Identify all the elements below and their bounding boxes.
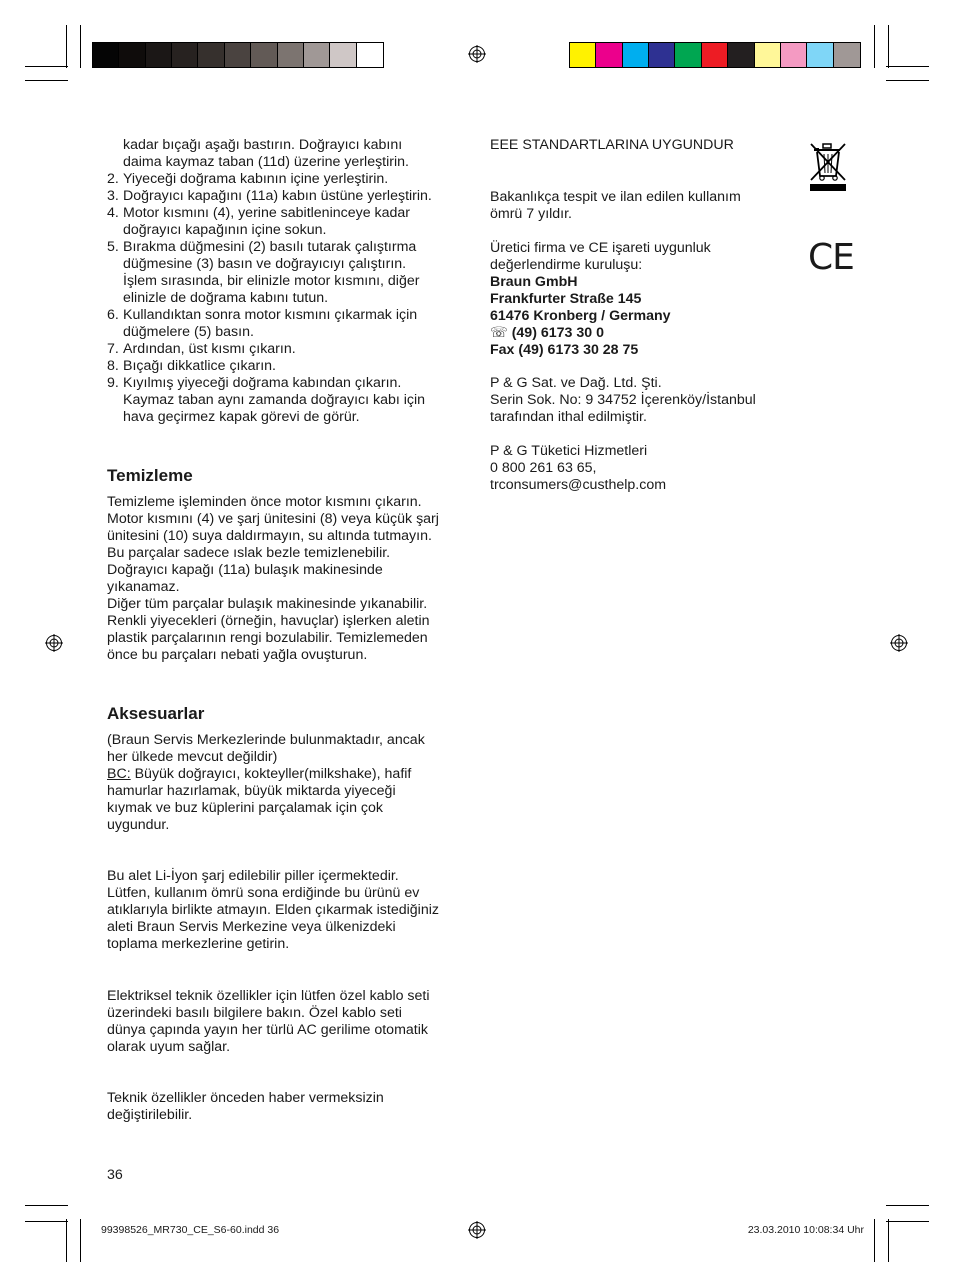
step-number: 5. bbox=[107, 239, 119, 255]
text-line: Kıyılmış yiyeceği doğrama kabından çıkarın. bbox=[123, 375, 402, 391]
step-item bbox=[107, 239, 467, 307]
text-line: değiştirilebilir. bbox=[107, 1107, 193, 1123]
step-continuation bbox=[107, 137, 467, 171]
crossed-out-bin-icon bbox=[808, 140, 848, 192]
crop-mark bbox=[886, 80, 929, 81]
crop-mark bbox=[25, 1205, 68, 1206]
crop-mark bbox=[66, 1219, 67, 1262]
step-number: 6. bbox=[107, 307, 119, 323]
text-line: Lütfen, kullanım ömrü sona erdiğinde bu ürünü ev bbox=[107, 885, 420, 901]
text-line: değerlendirme kuruluşu: bbox=[490, 257, 643, 273]
text-line: olarak uyum sağlar. bbox=[107, 1039, 231, 1055]
text-line: uygundur. bbox=[107, 817, 170, 833]
text-line: Ardından, üst kısmı çıkarın. bbox=[123, 341, 296, 357]
text-line: Büyük doğrayıcı, kokteyller(milkshake), hafif bbox=[130, 766, 412, 782]
crop-mark bbox=[874, 25, 875, 68]
color-swatch bbox=[251, 43, 277, 67]
text-line: Bıçağı dikkatlice çıkarın. bbox=[123, 358, 276, 374]
text-line: Doğrayıcı kapağını (11a) kabın üstüne yerleştirin. bbox=[123, 188, 432, 204]
text-line: atıklarıyla birlikte atmayın. Elden çıkarmak istediğiniz bbox=[107, 902, 439, 918]
step-item bbox=[107, 358, 467, 375]
page-number: 36 bbox=[107, 1167, 123, 1183]
grayscale-calibration-bar bbox=[92, 42, 384, 68]
step-item bbox=[107, 188, 467, 205]
color-swatch bbox=[198, 43, 224, 67]
color-swatch bbox=[702, 43, 728, 67]
text-line: İşlem sırasında, bir elinizle motor kısmını, diğer bbox=[123, 273, 420, 289]
step-number: 4. bbox=[107, 205, 119, 221]
telephone-icon: ☏ bbox=[490, 325, 508, 341]
crop-mark bbox=[25, 66, 68, 67]
text-line: Diğer tüm parçalar bulaşık makinesinde yıkanabilir. bbox=[107, 596, 428, 612]
step-number: 7. bbox=[107, 341, 119, 357]
text-line: Üretici firma ve CE işareti uygunluk bbox=[490, 240, 711, 256]
text-line: kadar bıçağı aşağı bastırın. Doğrayıcı kabını bbox=[123, 137, 403, 153]
crop-mark bbox=[80, 25, 81, 68]
step-item bbox=[107, 205, 467, 239]
color-swatch bbox=[596, 43, 622, 67]
phone-line bbox=[490, 325, 810, 342]
ce-mark-icon bbox=[808, 237, 854, 278]
text-line: düğmesine (3) basın ve doğrayıcıyı çalıştırın. bbox=[123, 256, 407, 272]
color-swatch bbox=[304, 43, 330, 67]
step-number: 2. bbox=[107, 171, 119, 187]
color-swatch bbox=[781, 43, 807, 67]
registration-mark-icon bbox=[468, 1221, 486, 1239]
color-swatch bbox=[146, 43, 172, 67]
company-city: 61476 Kronberg / Germany bbox=[490, 308, 671, 324]
manufacturer-block bbox=[490, 240, 810, 359]
electrical-note bbox=[107, 988, 467, 1056]
color-swatch bbox=[649, 43, 675, 67]
text-line: Kaymaz taban aynı zamanda doğrayıcı kabı için bbox=[123, 392, 426, 408]
accessories-body bbox=[107, 732, 467, 834]
crop-mark bbox=[25, 80, 68, 81]
text-line: Teknik özellikler önceden haber vermeksizin bbox=[107, 1090, 384, 1106]
crop-mark bbox=[886, 1205, 929, 1206]
step-item bbox=[107, 341, 467, 358]
accessories-heading: Aksesuarlar bbox=[107, 704, 205, 723]
text-line: Bırakma düğmesini (2) basılı tutarak çalıştırma bbox=[123, 239, 417, 255]
text-line: toplama merkezlerine getirin. bbox=[107, 936, 290, 952]
text-line: ömrü 7 yıldır. bbox=[490, 206, 573, 222]
text-line: kıymak ve buz küplerini parçalamak için çok bbox=[107, 800, 383, 816]
step-item bbox=[107, 307, 467, 341]
step-number: 3. bbox=[107, 188, 119, 204]
crop-mark bbox=[886, 1221, 929, 1222]
color-swatch bbox=[330, 43, 356, 67]
crop-mark bbox=[80, 1219, 81, 1262]
text-line: Bu alet Li-İyon şarj edilebilir piller içermektedir. bbox=[107, 868, 399, 884]
company-phone: (49) 6173 30 0 bbox=[507, 325, 604, 341]
text-line: hava geçirmez kapak görevi de görür. bbox=[123, 409, 360, 425]
text-line: Serin Sok. No: 9 34752 İçerenköy/İstanbul bbox=[490, 392, 756, 408]
text-line: Bakanlıkça tespit ve ilan edilen kullanım bbox=[490, 189, 741, 205]
text-line: yıkanamaz. bbox=[107, 579, 180, 595]
step-item bbox=[107, 171, 467, 188]
text-line: üzerindeki basılı bilgilere bakın. Özel kablo seti bbox=[107, 1005, 402, 1021]
registration-mark-icon bbox=[890, 634, 908, 652]
text-line: aleti Braun Servis Merkezine veya ülkenizdeki bbox=[107, 919, 396, 935]
text-line: Motor kısmını (4) ve şarj ünitesini (8) veya küçük şarj bbox=[107, 511, 439, 527]
text-line: P & G Sat. ve Dağ. Ltd. Şti. bbox=[490, 375, 662, 391]
color-swatch bbox=[834, 43, 860, 67]
steps-list bbox=[107, 171, 467, 426]
spec-note bbox=[107, 1090, 467, 1124]
text-line: Kullandıktan sonra motor kısmını çıkarmak için bbox=[123, 307, 418, 323]
text-line: Renkli yiyecekleri (örneğin, havuçlar) işlerken aletin bbox=[107, 613, 430, 629]
ce-mark-text: CE bbox=[808, 237, 854, 278]
lifetime-note bbox=[490, 189, 790, 223]
color-swatch bbox=[728, 43, 754, 67]
color-swatch bbox=[807, 43, 833, 67]
cleaning-body bbox=[107, 494, 467, 664]
battery-note bbox=[107, 868, 467, 953]
text-line: plastik parçalarının rengi bozulabilir. Temizlemeden bbox=[107, 630, 428, 646]
color-swatch bbox=[623, 43, 649, 67]
text-line: P & G Tüketici Hizmetleri bbox=[490, 443, 648, 459]
crop-mark bbox=[886, 66, 929, 67]
text-line: daima kaymaz taban (11d) üzerine yerleştirin. bbox=[123, 154, 409, 170]
text-line: Temizleme işleminden önce motor kısmını çıkarın. bbox=[107, 494, 422, 510]
crop-mark bbox=[25, 1221, 68, 1222]
color-swatch bbox=[119, 43, 145, 67]
text-line: Bu parçalar sadece ıslak bezle temizlenebilir. bbox=[107, 545, 391, 561]
crop-mark bbox=[66, 25, 67, 68]
text-line: Motor kısmını (4), yerine sabitleninceye kadar bbox=[123, 205, 411, 221]
text-line: her ülkede mevcut değildir) bbox=[107, 749, 278, 765]
text-line: Yiyeceği doğrama kabının içine yerleştirin. bbox=[123, 171, 389, 187]
company-name: Braun GmbH bbox=[490, 274, 578, 290]
text-line: (Braun Servis Merkezlerinde bulunmaktadır, ancak bbox=[107, 732, 425, 748]
text-line: elinizle de doğrama kabını tutun. bbox=[123, 290, 329, 306]
text-line: düğmelere (5) basın. bbox=[123, 324, 254, 340]
footer-timestamp: 23.03.2010 10:08:34 Uhr bbox=[747, 1224, 864, 1236]
color-swatch bbox=[570, 43, 596, 67]
step-item bbox=[107, 375, 467, 426]
eee-compliance: EEE STANDARTLARINA UYGUNDUR bbox=[490, 137, 734, 153]
text-line: tarafından ithal edilmiştir. bbox=[490, 409, 647, 425]
text-line: doğrayıcı kapağının içine sokun. bbox=[123, 222, 327, 238]
text-line: hamurlar hazırlamak, büyük miktarda yiyeceği bbox=[107, 783, 396, 799]
registration-mark-icon bbox=[45, 634, 63, 652]
color-swatch bbox=[675, 43, 701, 67]
instruction-steps bbox=[107, 137, 467, 426]
color-swatch bbox=[357, 43, 383, 67]
crop-mark bbox=[888, 25, 889, 68]
step-number: 9. bbox=[107, 375, 119, 391]
bc-label: BC: bbox=[107, 766, 131, 782]
footer-filename: 99398526_MR730_CE_S6-60.indd 36 bbox=[101, 1224, 280, 1236]
text-line: Doğrayıcı kapağı (11a) bulaşık makinesinde bbox=[107, 562, 383, 578]
text-line: 0 800 261 63 65, bbox=[490, 460, 597, 476]
company-street: Frankfurter Straße 145 bbox=[490, 291, 642, 307]
cleaning-heading: Temizleme bbox=[107, 466, 193, 485]
text-line: önce bu parçaları nebati yağla ovuşturun. bbox=[107, 647, 368, 663]
bc-line bbox=[107, 766, 467, 783]
step-number: 8. bbox=[107, 358, 119, 374]
color-swatch bbox=[172, 43, 198, 67]
text-line: dünya çapında yayın her türlü AC gerilime otomatik bbox=[107, 1022, 428, 1038]
consumer-services-block bbox=[490, 443, 810, 494]
text-line: Elektriksel teknik özellikler için lütfen özel kablo seti bbox=[107, 988, 430, 1004]
crop-mark bbox=[888, 1219, 889, 1262]
text-line: ünitesini (10) suya daldırmayın, su altında tutmayın. bbox=[107, 528, 432, 544]
crop-mark bbox=[874, 1219, 875, 1262]
registration-mark-icon bbox=[468, 45, 486, 63]
color-swatch bbox=[278, 43, 304, 67]
consumer-email: trconsumers@custhelp.com bbox=[490, 477, 667, 493]
color-swatch bbox=[755, 43, 781, 67]
color-calibration-bar bbox=[569, 42, 861, 68]
company-fax: Fax (49) 6173 30 28 75 bbox=[490, 342, 639, 358]
color-swatch bbox=[93, 43, 119, 67]
color-swatch bbox=[225, 43, 251, 67]
importer-block bbox=[490, 375, 810, 426]
